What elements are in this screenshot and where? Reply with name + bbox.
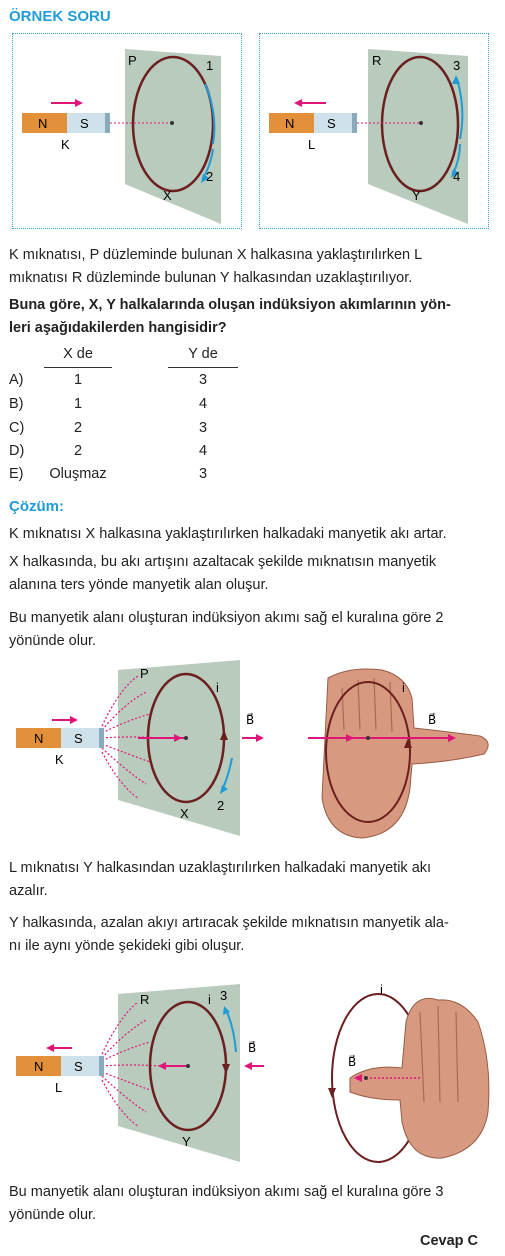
question-bold-1: Buna göre, X, Y halkalarında oluşan indüksiyon akımlarının yön- <box>9 297 451 313</box>
magnet-l-end <box>99 1056 104 1076</box>
magnet-s-label: S <box>74 731 83 746</box>
plane-p-label: P <box>140 666 149 681</box>
field-b-arrowhead <box>256 734 264 742</box>
ring-center <box>184 736 188 740</box>
figure-1-left <box>12 33 242 229</box>
right-hand-illustration <box>308 669 488 838</box>
option-letter: C) <box>9 420 25 436</box>
magnet-l-label: L <box>55 1080 63 1095</box>
figure-1-right-svg <box>260 34 490 230</box>
magnet-k-label: K <box>55 752 64 767</box>
magnet-s-label: S <box>80 116 89 131</box>
hand-current-label: i <box>402 680 405 695</box>
magnet-l-label: L <box>308 137 316 152</box>
option-x-value: 2 <box>73 443 83 459</box>
option-y-value: 3 <box>198 420 208 436</box>
plane-p-label: P <box>128 53 137 68</box>
column-x-header: X de <box>63 346 93 362</box>
hand-current-label: i <box>380 982 383 997</box>
solution-p5-line-1: Y halkasında, azalan akıyı artıracak şekilde mıknatısın manyetik ala- <box>9 915 449 931</box>
solution-p6-line-2: yönünde olur. <box>9 1207 97 1223</box>
magnet-k-label: K <box>61 137 70 152</box>
magnet-k-end <box>105 113 110 133</box>
current-i-label: i <box>208 992 211 1007</box>
motion-arrowhead-k <box>75 99 83 107</box>
magnet-s-label: S <box>74 1059 83 1074</box>
option-y-value: 4 <box>198 443 208 459</box>
hand-field-label: B⃗ <box>348 1055 357 1069</box>
magnet-n-label: N <box>285 116 295 131</box>
solution-heading: Çözüm: <box>9 498 64 515</box>
hand-field-label: B⃗ <box>428 713 437 727</box>
option-y-value: 3 <box>198 466 208 482</box>
ring-x-label: X <box>163 188 172 203</box>
plane-r-label: R <box>140 992 150 1007</box>
dir-1-label: 1 <box>206 58 214 73</box>
question-line-2: mıknatısı R düzleminde bulunan Y halkasından uzaklaştırılıyor. <box>9 270 413 286</box>
magnet-n-label: N <box>34 1059 44 1074</box>
question-bold-2: leri aşağıdakilerden hangisidir? <box>9 320 227 336</box>
plane-p <box>125 49 221 224</box>
figure-3 <box>10 982 495 1172</box>
example-heading: ÖRNEK SORU <box>9 8 111 25</box>
ring-center <box>186 1064 190 1068</box>
current-i-label: i <box>216 680 219 695</box>
figure-2 <box>10 658 495 846</box>
solution-p6-line-1: Bu manyetik alanı oluşturan indüksiyon akımı sağ el kuralına göre 3 <box>9 1184 444 1200</box>
dir-2-label: 2 <box>217 798 225 813</box>
solution-p5-line-2: nı ile aynı yönde şekideki gibi oluşur. <box>9 938 245 954</box>
plane-r <box>118 984 240 1162</box>
magnet-n-label: N <box>34 731 44 746</box>
field-b-arrowhead <box>244 1062 252 1070</box>
option-y-value: 3 <box>198 372 208 388</box>
ring-x-label: X <box>180 806 189 821</box>
dir-4-label: 4 <box>453 169 461 184</box>
right-hand-illustration <box>328 994 489 1162</box>
plane-r-label: R <box>372 53 382 68</box>
solution-p1: K mıknatısı X halkasına yaklaştırılırken halkadaki manyetik akı artar. <box>9 526 447 542</box>
column-y-header: Y de <box>188 346 218 362</box>
solution-p2-line-2: alanına ters yönde manyetik alan oluşur. <box>9 577 269 593</box>
option-letter: D) <box>9 443 25 459</box>
field-b-label: B⃗ <box>248 1041 257 1055</box>
magnet-k-end <box>99 728 104 748</box>
option-x-value: 2 <box>73 420 83 436</box>
dir-2-label: 2 <box>206 169 214 184</box>
magnet-n-label: N <box>38 116 48 131</box>
option-y-value: 4 <box>198 396 208 412</box>
option-letter: E) <box>9 466 24 482</box>
magnet-s-label: S <box>327 116 336 131</box>
motion-arrowhead-l <box>46 1044 54 1052</box>
figure-1-left-svg <box>13 34 243 230</box>
field-b-label: B⃗ <box>246 713 255 727</box>
motion-arrowhead-k <box>70 716 78 724</box>
column-y-rule <box>168 367 238 368</box>
option-x-value: 1 <box>73 396 83 412</box>
ring-y-label: Y <box>412 188 421 203</box>
solution-p3-line-2: yönünde olur. <box>9 633 97 649</box>
dir-3-label: 3 <box>220 988 228 1003</box>
ring-center <box>419 121 423 125</box>
solution-p3-line-1: Bu manyetik alanı oluşturan indüksiyon akımı sağ el kuralına göre 2 <box>9 610 444 626</box>
solution-p4-line-1: L mıknatısı Y halkasından uzaklaştırılırken halkadaki manyetik akı <box>9 860 432 876</box>
option-letter: A) <box>9 372 24 388</box>
solution-p2-line-1: X halkasında, bu akı artışını azaltacak şekilde mıknatısın manyetik <box>9 554 437 570</box>
dir-3-label: 3 <box>453 58 461 73</box>
option-x-value: Oluşmaz <box>49 466 107 482</box>
option-letter: B) <box>9 396 24 412</box>
column-x-rule <box>44 367 112 368</box>
answer-label: Cevap C <box>420 1233 479 1249</box>
ring-y-label: Y <box>182 1134 191 1149</box>
option-x-value: 1 <box>73 372 83 388</box>
motion-arrowhead-l <box>294 99 302 107</box>
magnet-l-end <box>352 113 357 133</box>
figure-1-right <box>259 33 489 229</box>
ring-center <box>170 121 174 125</box>
question-line-1: K mıknatısı, P düzleminde bulunan X halkasına yaklaştırılırken L <box>9 247 423 263</box>
solution-p4-line-2: azalır. <box>9 883 48 899</box>
